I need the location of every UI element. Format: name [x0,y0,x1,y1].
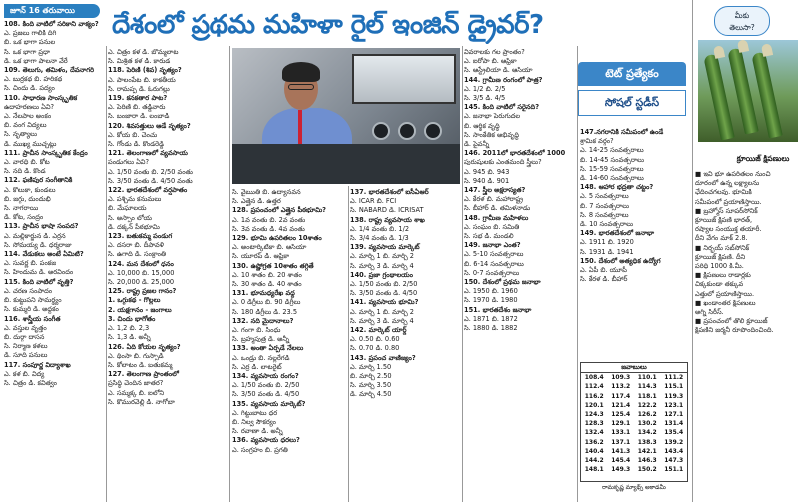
text-line: ఎ. ఐరోపా బి. ఆఫ్రికా [464,57,517,66]
text-line: శ్రామిక వర్గం? [580,137,614,146]
text-line: సి. నృత్యాలు [4,130,37,139]
text-line: ఎ. గంగా బి. సింధు [232,326,281,335]
answers-row [581,382,687,391]
answer-cell: 140.4 [584,447,604,455]
text-line: డి. ముఖ్య ముచ్చట్లు [4,139,57,148]
text-line: సి. 3/50 వంతు డి. 4/50 [350,289,418,298]
answer-cell: 135.4 [664,429,684,437]
text-line: 3. చిందు భాగోతం [108,314,156,323]
answer-cell: 137.1 [611,438,631,446]
text-line: ఎ. చిత్రం కళ డి. బొమ్మలాట [108,48,179,56]
text-line: 113. ప్రాచీన భాషా సంపద? [4,222,79,231]
text-line: సి. ఎత్తైన డి. ఉత్తర [232,197,281,206]
answer-cell: 130.2 [637,420,657,428]
text-line: ఎ. సువర్ణ బి. పంకజ [4,259,57,268]
text-line: 116. శాస్త్రీయ సంగీత [4,314,61,323]
text-line: ఎ. వారధి బి. కోట [4,158,50,167]
text-line: సి. ఒక భాగా ప్రధా [4,47,50,56]
text-line: పండుగలు ఏవి? [108,158,149,167]
text-line: సి. 3/5 డి. 4/5 [464,94,506,103]
text-line: సి. గోండు డి. కొండరెడ్డి [108,140,164,149]
answer-cell: 142.1 [637,447,657,455]
text-line: సి. NABARD డి. ICRISAT [350,206,424,215]
train-driver-photo [232,48,460,184]
text-line: డి. మార్చి 4.50 [350,390,392,399]
text-line: ఎ. అంటార్కిటికా బి. ఆసియా [232,243,307,252]
text-line: బి. కుట్టుపని సామర్థ్యం [4,296,62,305]
text-line: 131. భూమధ్యరేఖ వద్ద [232,289,295,298]
text-line: సి. 180 డిగ్రీలు డి. 23.5 [232,307,298,316]
text-line: ఎ. ఏపీ బి. యూపీ [580,266,627,275]
text-line: సి. ఆస్ట్రేలియా డి. ఆసియా [464,66,533,75]
text-line: 112. ఫణిపుర సంగీతానికి [4,176,73,185]
text-line: సి. వైఋతి బి. ఉద్యానవన [232,188,301,196]
text-line: సి. 1931 డి. 1941 [580,247,634,256]
answer-cell: 119.3 [664,392,684,400]
text-line: క్షిపణిని జర్మనీ రూపొందించింది. [695,326,774,335]
column-divider [106,46,107,502]
answer-cell: 133.1 [611,429,631,437]
text-line: సి. 3/4 వంతు డి. 1/3 [350,234,409,243]
text-line: 137. భారతదేశంలో ఐసీఏఆర్ [350,188,429,196]
text-line: 125. రాష్ట్ర ప్రజల గానం? [108,287,177,296]
text-column-1 [4,20,104,502]
answer-cell: 134.2 [637,429,657,437]
text-line: 141. వ్యవసాయ భూమి? [350,298,419,307]
text-line: ఎ. 14-25 సంవత్సరాలు [580,146,644,155]
text-line: 120. శివసత్తులు ఆడే నృత్యం? [108,121,191,130]
text-line: ఎ. మార్చి 1 బి. మార్చి 2 [350,252,414,261]
answers-heading: జవాబులు [581,363,687,373]
text-line: దూరంలో ఉన్న లక్ష్యాలను [695,179,760,188]
text-line: ఎ. 1871 బి. 1872 [464,314,518,323]
text-line: 140. ప్రజా గ్రంథాలయం [350,270,413,279]
text-line: 109. తెలుగు, తమిళం, దేవనాగరి [4,66,95,75]
text-line: సి. ఉగాది డి. సంక్రాంతి [108,250,167,259]
text-line: 117. సంపూర్ణ విద్యాశాఖ [4,360,71,369]
date-tag: జూన్ 16 తరువాయి [4,4,100,18]
text-line: 134. వ్యవసాయ రంగం? [232,372,299,381]
text-line: సి. మిశ్రిత కళ డి. కారుడ [108,57,171,66]
text-line: సమీపంలో ప్రయాణిస్తాయి. [695,197,762,206]
text-line: 108. కింది వాటిలో సరికాని వాక్యం? [4,20,99,28]
did-you-know-header [700,4,796,38]
text-line: ఎ. గిట్టుబాటు ధర [232,408,278,417]
answers-row [581,401,687,410]
text-line: సి. చిత్రం డి. కవిత్వం [4,378,57,387]
text-line: డి. పైవన్నీ [464,140,490,149]
text-line: ఎ. ఒండ్రు బి. నల్లరేగడి [232,353,290,362]
text-line: ఎ. 1/2 బి. 2/5 [464,84,506,93]
text-line: ఎ. చరణ సంపాదం [4,286,53,295]
text-line: ఎ. సంగ్రహం బి. ప్రగతి [232,445,288,454]
text-line: సి. కోలాటం డి. బతుకమ్మ [108,360,173,369]
answers-row [581,447,687,456]
text-line: ■ క్షిపణులు రాడార్లకు [695,271,751,280]
tet-banner [578,62,686,122]
answer-cell: 126.2 [637,411,657,419]
answer-cell: 149.3 [611,466,631,474]
text-line: డి. 14-60 సంవత్సరాలు [580,174,644,183]
credit-line: రామకృష్ణ మ్యాథ్స్ అకాడమీ [602,484,666,491]
answer-cell: 115.1 [664,383,684,391]
text-line: బి. దుర్గా దాసన [4,332,45,341]
text-line: సి. కుమ్మరి డి. అద్దకం [4,305,59,314]
text-line: సి. సాంకేతిక అభివృద్ధి [464,130,520,139]
tet-title: టెట్ ప్రత్యేకం [578,62,686,86]
text-line: సి. మార్చి 3 డి. మార్చి 4 [350,261,414,270]
text-line: సి. 1880 డి. 1882 [464,324,518,333]
text-line: 150. దేశంలో ప్రథమ జనాభా [464,278,541,287]
text-line: డి. దక్కన్ పీఠభూమి [108,222,160,231]
text-line: ■ ఖండాంతర క్షిపణులు [695,298,756,307]
text-line: సి. బంజారా డి. లంబాడి [108,112,170,121]
text-line: బి. 7 సంవత్సరాలు [580,201,630,210]
answers-row [581,410,687,419]
text-line: 149. జనాభా ఎంత? [464,241,521,250]
text-line: 2. యక్షగానం - జంగాలు [108,305,172,314]
text-line: వివరాలకు గల ప్రాంతం? [464,48,525,56]
text-line: డి. కోట, సంద్రం [4,213,44,222]
column-divider [348,186,349,502]
answer-cell: 118.1 [637,392,657,400]
text-line: చిక్కకుండా తక్కువ [695,280,744,289]
text-column-3 [232,188,346,502]
text-line: 138. రాష్ట్ర వ్యవసాయ శాఖ [350,215,425,224]
text-line: సి. యూరప్ డి. ఆఫ్రికా [232,252,290,261]
answer-cell: 125.4 [611,411,631,419]
answers-row [581,438,687,447]
text-line: ఎ. 5-10 సంవత్సరాలు [464,250,524,259]
text-line: బి. ఒక భాగా పనుల [4,38,56,47]
text-line: క్రూయిజ్ క్షిపణి భారత్, [695,216,753,225]
text-line: సి. కొమురవెల్లి డి. నాగోబా [108,397,175,406]
text-line: 121. తెలంగాణలో వ్యవసాయ [108,149,188,158]
text-line: ఎ. 10,000 బి. 15,000 [108,268,175,277]
text-line: ఎ. 945 బి. 943 [464,167,510,176]
text-line: ఎ. 1/4 వంతు బి. 1/2 [350,224,410,233]
text-line: ■ బ్రహ్మోస్ సూపర్‌సోనిక్ [695,206,758,215]
text-line: సి. చిందు డి. పద్యం [4,84,55,93]
text-line: డి. ఒక భాగా పాలనా వేరే [4,56,68,65]
text-line: ఎ. కోయ బి. చెంచు [108,130,158,139]
missile-photo [698,40,798,142]
text-line: ఎ. పాలంపేట బి. కాకతీయ [108,75,176,84]
answer-cell: 127.1 [664,411,684,419]
answer-cell: 108.4 [584,374,604,382]
text-line: బి. జగ్గు, దుందుభి [4,194,51,203]
column-divider [462,46,463,502]
text-line: సి. 1,3 డి. అన్నీ [108,333,151,342]
text-line: 147. స్త్రీల అక్షరాస్యత? [464,186,526,195]
text-column-4 [350,188,460,502]
answer-cell: 114.3 [637,383,657,391]
answer-cell: 117.4 [611,392,631,400]
text-line: ఎత్తులో ప్రయాణిస్తాయి. [695,289,755,298]
headline: దేశంలో ప్రథమ మహిళా రైల్ ఇంజిన్ డ్రైవర్? [112,10,544,40]
text-line: 128. ప్రపంచంలో ఎత్తైన పీఠభూమి? [232,206,327,215]
text-line: ఛేదించగలవు. భూమికి [695,188,752,197]
answer-cell: 122.2 [637,401,657,409]
text-line: సి. మార్చి 3.50 [350,381,392,390]
text-line: ఎ. 1/50 వంతు బి. 2/50 [350,280,418,289]
text-line: ఎ. వస్తుల వృత్తం [4,323,47,332]
text-line: సి. 8 సంవత్సరాలు [580,210,629,219]
text-line: ఎ. 0 డిగ్రీలు బి. 90 డిగ్రీలు [232,298,301,307]
text-line: బి. మార్చి 2.50 [350,372,392,381]
text-line: 111. ప్రాచీన సాంస్కృతిక కేంద్రం [4,148,88,157]
answer-cell: 120.1 [584,401,604,409]
answer-cell: 141.3 [611,447,631,455]
text-line: సి. సోమయ్య డి. ధర్మరాజు [4,240,72,249]
text-line: సి. 0-7 సంవత్సరాలు [464,268,520,277]
text-line: ఎ. మార్చి 1 బి. మార్చి 2 [350,307,414,316]
text-line: 115. కింది వాటిలో వృత్తి? [4,277,74,286]
text-line: బి. వంగ విద్యలు [4,121,47,130]
answers-box [580,362,688,482]
text-line: 148. గ్రామీణ మహిళలు [464,213,529,222]
text-line: బి. ఆర్థిక వృద్ధి [464,121,500,130]
text-line: 1. ఒగ్గుకథ - గొల్లలు [108,296,161,305]
text-line: సి. 3/50 వంతు డి. 4/50 వంతు [108,176,193,185]
text-line: 150. దేశంలో అత్యధిక ఉద్యోగ [580,256,661,265]
text-line: సి. సభ డి. మండలి [464,232,514,241]
text-line: 146. 2011లో భారతదేశంలో 1000 [464,149,566,158]
answer-cell: 124.3 [584,411,604,419]
answer-cell: 131.4 [664,420,684,428]
text-column-5 [464,48,574,502]
answer-cell: 138.3 [637,438,657,446]
answers-row [581,465,687,474]
text-line: 145. కింది వాటిలో సరైనది? [464,103,540,112]
answer-cell: 109.3 [611,374,631,382]
text-line: సి. బీహార్ డి. తమిళనాడు [464,204,531,213]
text-line: పరిధి 1000 కి.మీ. [695,262,744,271]
answer-cell: 129.1 [611,420,631,428]
text-line: ఎ. పెరిణి బి. తడ్డివారు [108,103,166,112]
text-line: ఎ. 1వ వంతు బి. 2వ వంతు [232,215,306,224]
text-line: ఎ. 5 సంవత్సరాలు [580,192,629,201]
answers-row [581,373,687,382]
text-line: సి. కేరళ డి. బీహార్ [580,275,628,284]
text-line: ఎ. మార్చి 1.50 [350,362,392,371]
text-column-2 [108,48,226,502]
text-line: ఎ. బుర్రకథ బి. హరికథ [4,75,63,84]
text-line: సి. 0.70 డి. 0.80 [350,344,400,353]
text-line: సి. 3/50 వంతు డి. 4/50 [232,390,300,399]
text-line: ఎ. థింసా బి. గుస్సాడి [108,351,164,360]
text-line: సి. 1970 డి. 1980 [464,296,518,305]
cab-window [352,54,456,104]
text-line: 139. వ్యవసాయ మార్కెట్ [350,243,420,252]
text-line: బి. 14-45 సంవత్సరాలు [580,155,644,164]
answer-cell: 116.2 [584,392,604,400]
text-line: ఎ. పశ్చిమ కనుమలు [108,195,162,204]
answer-cell: 147.3 [664,457,684,465]
answer-cell: 123.1 [664,401,684,409]
text-line: 114. వేడుకలు అంటే ఏమిటి? [4,250,84,259]
text-line: 119. కనకతార పాట? [108,94,168,103]
text-line: ఎ. జనాభా పెరుగుదల [464,112,521,121]
text-line: 126. ఏది కోయల నృత్యం? [108,342,181,351]
text-line: ఎ. సంఘం బి. సమితి [464,222,520,231]
answer-cell: 150.2 [637,466,657,474]
text-line: 132. నది మైదానాలు? [232,316,294,325]
answer-cell: 121.4 [611,401,631,409]
text-line: 135. వ్యవసాయ మార్కెట్? [232,399,306,408]
column-divider [692,0,693,502]
text-line: 127. తెలంగాణ ప్రాంతంలో [108,370,179,379]
text-line: 133. అంతా ఏర్పడే నేలలు [232,344,304,353]
sidebar-title: క్రూయిజ్ క్షిపణులు [736,154,790,163]
text-line: సి. రామప్ప డి. ఓరుగల్లు [108,84,170,93]
text-line: డి. సూది పనులు [4,351,48,360]
answer-cell: 151.1 [664,466,684,474]
text-line: ఎ. 10 శాతం బి. 20 శాతం [232,270,302,279]
text-line: 110. సాధారణ సాంస్కృతిక [4,93,78,102]
text-line: సి. అస్సాం లోయ [108,213,152,222]
control-console [232,144,460,184]
text-line: సి. రవాణా డి. అన్నీ [232,427,283,436]
text-line: 147.నగరానికి సమీపంలో ఉండే [580,128,664,136]
answer-cell: 144.2 [584,457,604,465]
answers-row [581,456,687,465]
answer-cell: 148.1 [584,466,604,474]
text-line: సి. నిర్మాణ కళలు [4,342,48,351]
text-line: బి. నిల్వ సౌకర్యం [232,418,277,427]
answer-cell: 113.2 [611,383,631,391]
text-line: ఎ. 1,2 బి. 2,3 [108,324,150,333]
text-line: అగ్ని సిరీస్. [695,308,724,317]
answer-cell: 110.1 [637,374,657,382]
text-line: సి. హిందుమ డి. అరవిందం [4,268,74,277]
text-line: ఎ. సమ్మక్క బి. ఐలోని [108,388,165,397]
text-line: 130. ఉష్ణోగ్రత 10శాతం తగ్గితే [232,261,314,270]
answer-cell: 132.4 [584,429,604,437]
text-line: ఎ. 1/50 వంతు బి. 2/50 వంతు [108,167,193,176]
answer-cell: 146.3 [637,457,657,465]
text-line: సి. 20,000 డి. 25,000 [108,278,175,287]
text-line: 149. భారతదేశంలో జనాభా [580,229,655,238]
answers-table [581,373,687,474]
answer-cell: 112.4 [584,383,604,391]
text-line: పురుషులకు ఎంతమంది స్త్రీలు? [464,158,542,167]
text-line: ఎ. కళ బి. విద్య [4,369,45,378]
text-line: సి. 940 డి. 901 [464,176,510,185]
text-line: 151. భారతదేశం జనాభా [464,305,532,314]
answer-cell: 143.4 [664,447,684,455]
text-line: ఎ. నేలపాల అంకం [4,112,52,121]
text-line: 118. పెరిణి (శివ) నృత్యం? [108,66,182,75]
text-line: ఎ. 1911 బి. 1920 [580,238,634,247]
text-line: 122. భారతదేశంలో వర్షపాతం [108,186,188,195]
text-line: డి. 10 సంవత్సరాలు [580,220,634,229]
text-line: ఎ. 1/50 వంతు బి. 2/50 [232,381,300,390]
answers-row [581,419,687,428]
answer-cell: 139.2 [664,438,684,446]
column-divider [229,46,230,502]
text-line: రష్యాల సంయుక్త తయారీ. [695,225,762,234]
did-you-know-bubble: మీకు తెలుసా? [714,6,770,36]
text-line: ■ ఇవి భూ ఉపరితలం నుంచి [695,170,771,178]
text-column-7 [695,170,797,502]
text-line: 136. వ్యవసాయ ధరలు? [232,436,300,445]
answer-cell: 136.2 [584,438,604,446]
text-line: 123. బతుకమ్మ పండుగ [108,232,173,241]
text-line: 148. ఆహార భద్రతా చట్టం? [580,183,654,192]
text-line: ఎ. దసరా బి. దీపావళి [108,241,165,250]
text-line: ఎ. ప్రజలు గాలికి దిగి [4,29,57,38]
text-line: సి. మార్చి 3 డి. మార్చి 4 [350,316,414,325]
tet-subject: సోషల్ స్టడీస్ [578,90,686,116]
text-line: ఎ. 1950 బి. 1960 [464,287,518,296]
text-line: ఎ. మల్లికార్జున డి. ఎర్రన [4,231,66,240]
text-line: ■ ప్రపంచంలో తొలి క్రూయిజ్ [695,317,768,326]
text-line: ఉదాహరణలు ఏవి? [4,102,55,111]
text-line: ప్రసిద్ధి చెందిన జాతర? [108,379,164,388]
text-line: బి. 6-14 సంవత్సరాలు [464,259,524,268]
text-line: సి. బ్రహ్మపుత్ర డి. అన్నీ [232,335,290,344]
text-line: సి. నది డి. కొండ [4,167,46,176]
text-line: 129. భూమి ఉపరితలం 10శాతం [232,234,322,243]
text-line: 144. గ్రామీణ రంగంలో పాత్ర? [464,75,543,84]
text-line: దీని వేగం మాక్ 2.8. [695,234,748,243]
answer-cell: 145.4 [611,457,631,465]
text-line: ఎ. ICAR బి. FCI [350,197,397,206]
answer-cell: 128.3 [584,420,604,428]
answers-row [581,392,687,401]
text-line: ఎ. కొలుకా, కుండలు [4,185,56,194]
answer-cell: 111.2 [664,374,684,382]
text-line: 142. మార్కెట్ యార్డ్ [350,326,407,335]
text-line: సి. ఎర్ర డి. లాటరైట్ [232,362,282,371]
text-line: సి. 3వ వంతు డి. 4వ వంతు [232,224,305,233]
text-line: క్రూయిజ్ క్షిపణి. దీని [695,252,746,261]
text-line: ■ నిర్భయ్ సబ్‌సోనిక్ [695,243,750,252]
text-line: ఎ. కేరళ బి. మహారాష్ట్ర [464,195,523,204]
text-line: బి. మేఘాలయ [108,204,147,213]
text-line: ఎ. 0.50 బి. 0.60 [350,335,400,344]
text-line: 143. ప్రపంచ వాణిజ్యం? [350,353,416,362]
text-line: సి. 30 శాతం డి. 40 శాతం [232,280,302,289]
text-line: 124. మన దేశంలో ధనం [108,259,174,268]
text-line: సి. నాగరాయి [4,204,39,213]
text-line: సి. 15-59 సంవత్సరాలు [580,164,644,173]
answers-row [581,428,687,437]
